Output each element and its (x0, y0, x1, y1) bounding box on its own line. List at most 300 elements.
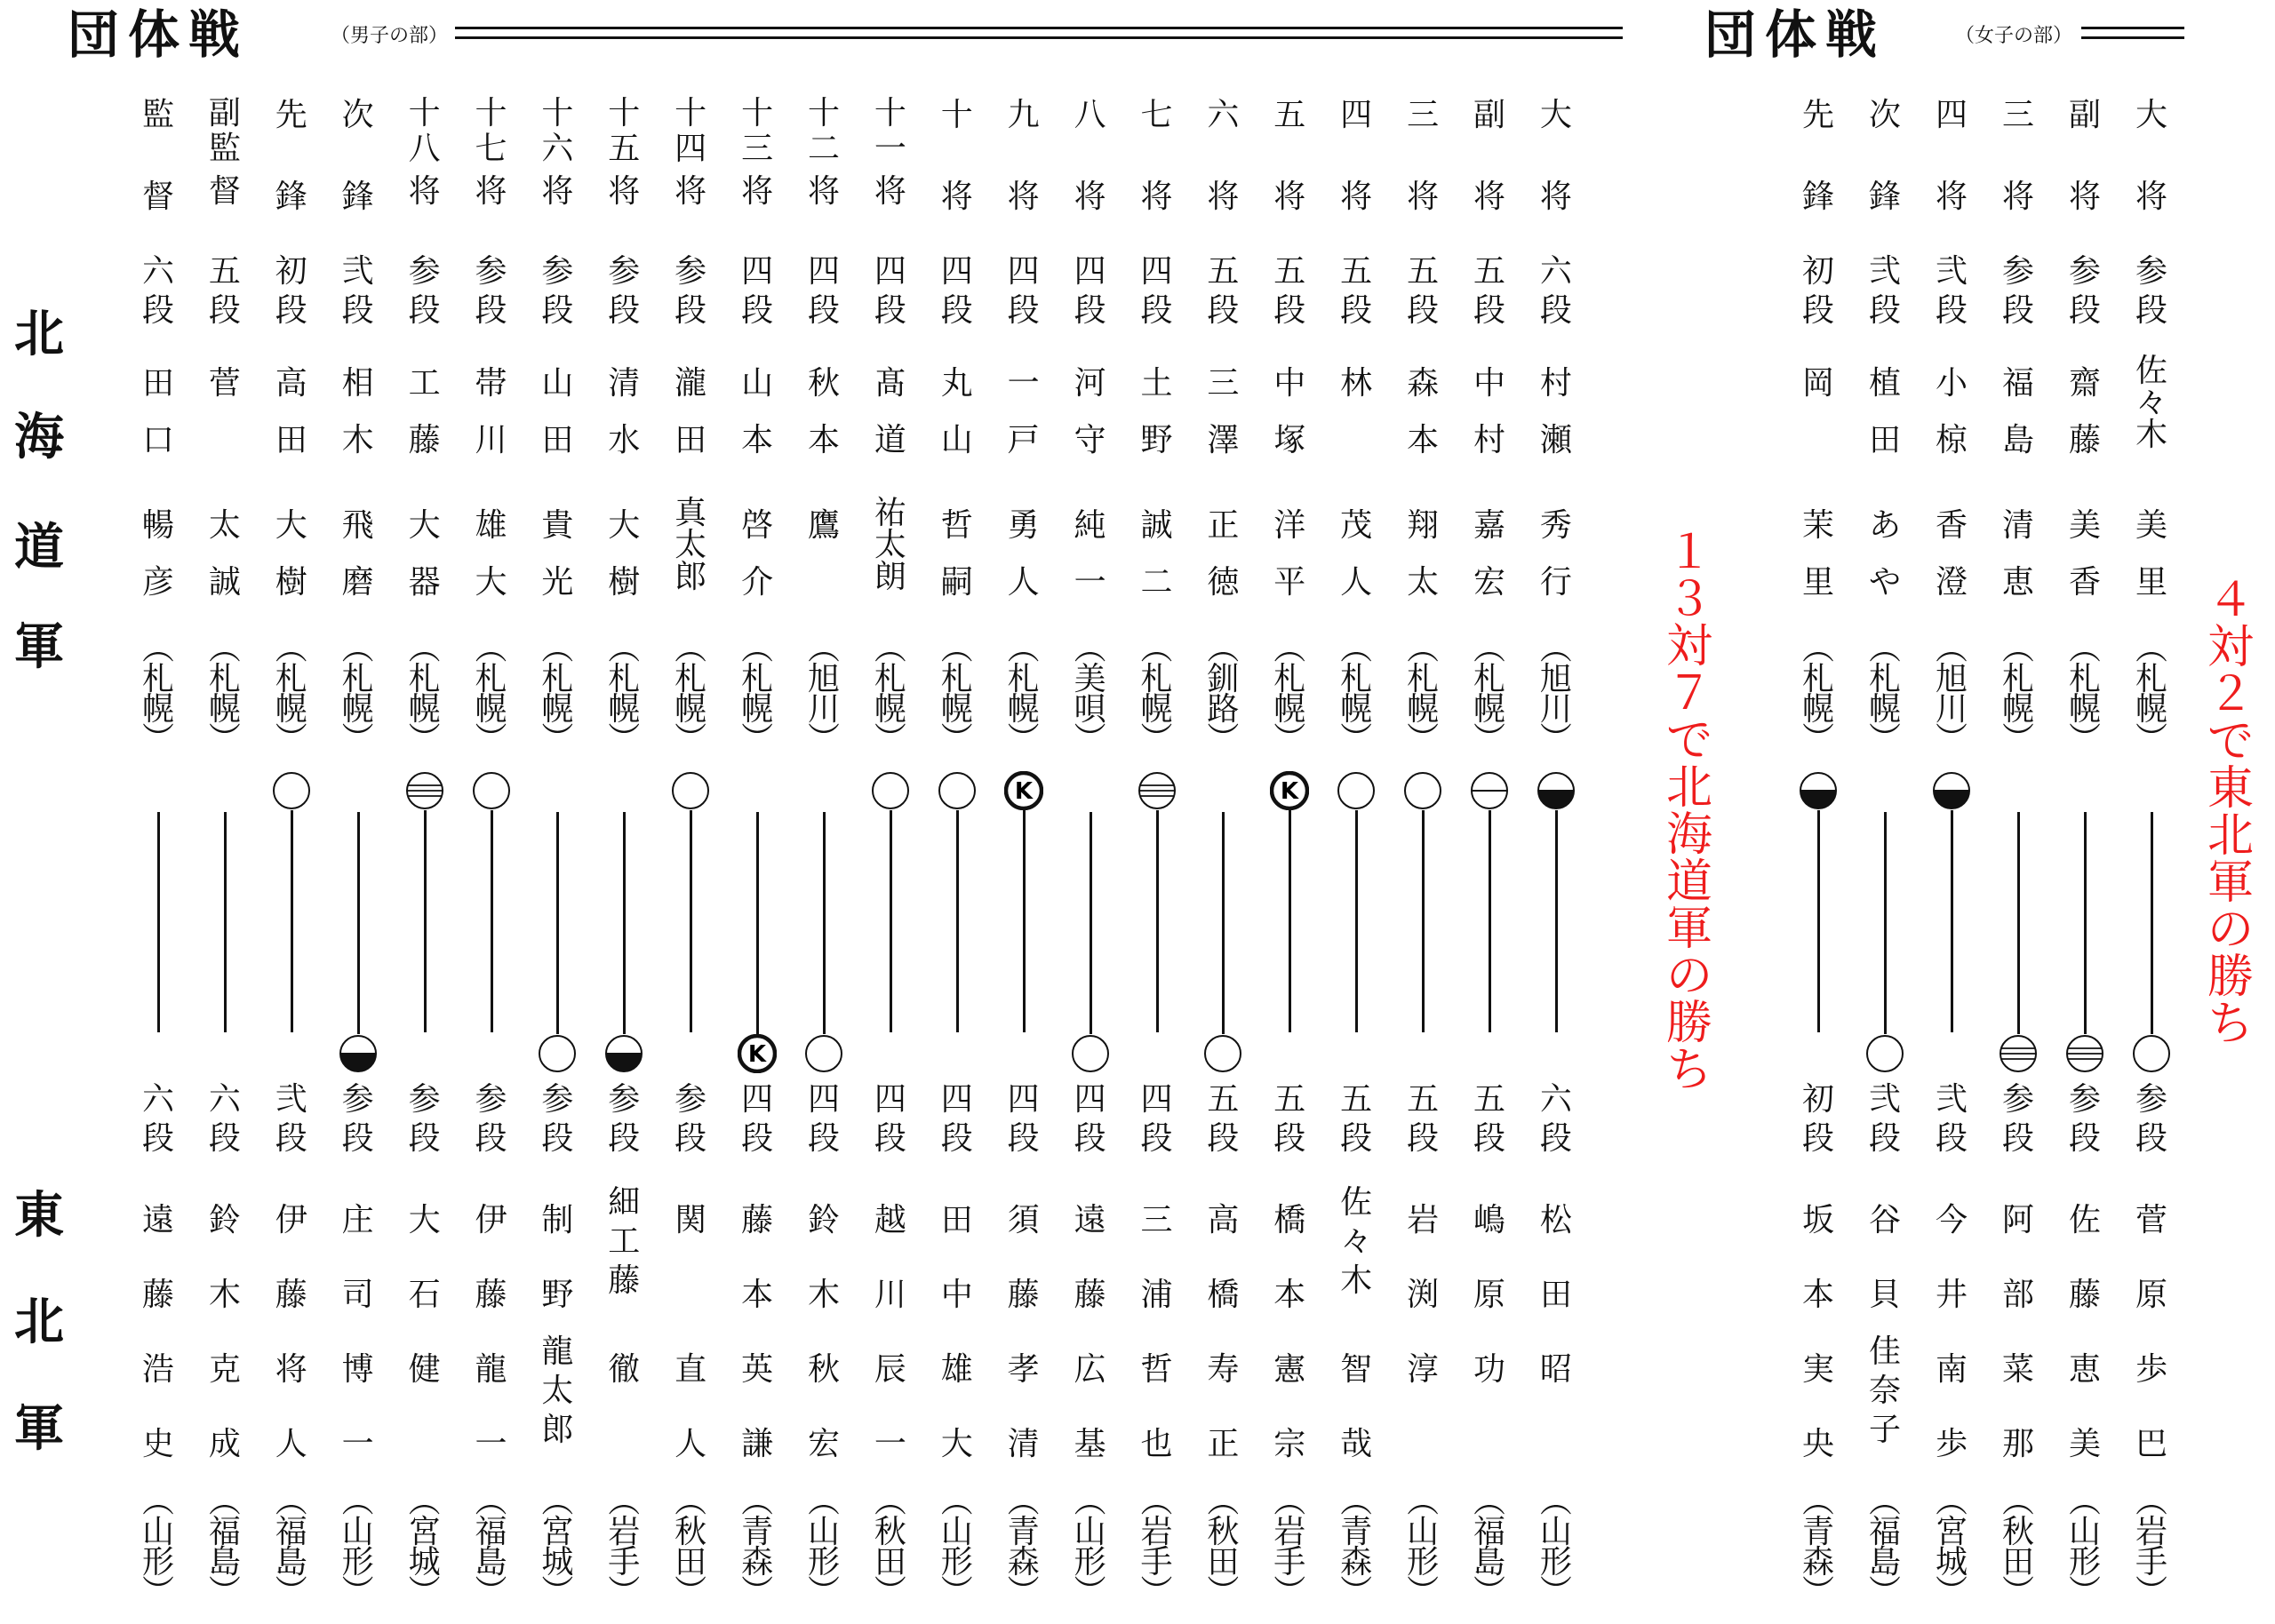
position-label: 十 将 (940, 97, 973, 215)
hokkaido-prefecture: ︵ 札 幌 ︶ (1868, 631, 1901, 758)
hokkaido-win-mark-icon (1403, 771, 1442, 810)
hokkaido-prefecture: ︵ 札 幌 ︶ (1273, 631, 1306, 758)
hokkaido-family-name: 齋 藤 (2068, 365, 2101, 458)
hokkaido-family-name: 岡 (1801, 365, 1834, 402)
tohoku-family-name: 遠 藤 (1074, 1202, 1106, 1313)
hokkaido-prefecture: ︵ 札 幌 ︶ (2068, 631, 2101, 758)
hokkaido-family-name: 佐 々 木 (2135, 353, 2167, 453)
team-tohoku-char-1: 東 (14, 1186, 64, 1245)
position-label: 五 将 (1273, 97, 1306, 215)
hokkaido-rank: 五 段 (1273, 253, 1306, 329)
hokkaido-prefecture: ︵ 旭 川 ︶ (1935, 631, 1968, 758)
men-result-char: の (1665, 950, 1712, 1004)
hokkaido-draw-mark-icon (405, 771, 444, 810)
tohoku-rank: 五 段 (1207, 1081, 1240, 1157)
bout-connector-line (1090, 812, 1092, 1034)
hokkaido-prefecture: ︵ 札 幌 ︶ (741, 631, 774, 758)
tohoku-rank: 参 段 (675, 1081, 707, 1157)
tohoku-given-name: 徹 (608, 1351, 641, 1388)
hokkaido-rank: 五 段 (1407, 253, 1440, 329)
hokkaido-family-name: 相 木 (341, 365, 374, 458)
tohoku-prefecture: ︵ 福 島 ︶ (275, 1484, 307, 1611)
tohoku-prefecture: ︵ 宮 城 ︶ (541, 1484, 574, 1611)
hokkaido-given-name: 洋 平 (1273, 507, 1306, 601)
hokkaido-rank: 弐 段 (1868, 253, 1901, 329)
hokkaido-prefecture: ︵ 札 幌 ︶ (1801, 631, 1834, 758)
tohoku-rank: 四 段 (1140, 1081, 1173, 1157)
women-result-char: 北 (2207, 809, 2254, 864)
tohoku-prefecture: ︵ 秋 田 ︶ (675, 1484, 707, 1611)
tohoku-rank: 五 段 (1340, 1081, 1373, 1157)
hokkaido-prefecture: ︵ 釧 路 ︶ (1207, 631, 1240, 758)
tohoku-given-name: 博 一 (341, 1351, 374, 1462)
hokkaido-family-name: 帯 川 (475, 365, 507, 458)
tohoku-given-name: 龍 一 (475, 1351, 507, 1462)
hokkaido-given-name: 茂 人 (1340, 507, 1373, 601)
hokkaido-rank: 初 段 (275, 253, 307, 329)
tohoku-prefecture: ︵ 福 島 ︶ (1473, 1484, 1505, 1611)
hokkaido-prefecture: ︵ 札 幌 ︶ (1007, 631, 1040, 758)
hokkaido-rank: 参 段 (2001, 253, 2034, 329)
tohoku-rank: 弐 段 (1868, 1081, 1901, 1157)
women-result-char: ２ (2207, 668, 2254, 722)
tohoku-given-name: 浩 史 (141, 1351, 174, 1462)
bout-connector-line (491, 810, 493, 1032)
tohoku-given-name: 功 (1473, 1351, 1505, 1388)
hokkaido-given-name: 貴 光 (541, 507, 574, 601)
bout-connector-line (157, 812, 160, 1032)
women-result-char: の (2207, 904, 2254, 958)
tohoku-win-mark-icon (1865, 1034, 1904, 1073)
tohoku-draw-mark-icon (1999, 1034, 2038, 1073)
tohoku-rank: 四 段 (807, 1081, 840, 1157)
hokkaido-given-name: 雄 大 (475, 507, 507, 601)
hokkaido-rank: 四 段 (874, 253, 906, 329)
hokkaido-family-name: 森 本 (1407, 365, 1440, 458)
women-subtitle: （女子の部） (1955, 25, 2073, 47)
hokkaido-prefecture: ︵ 札 幌 ︶ (275, 631, 307, 758)
tohoku-rank: 参 段 (541, 1081, 574, 1157)
tohoku-rank: 参 段 (341, 1081, 374, 1157)
women-result-char: 勝 (2207, 951, 2254, 1005)
hokkaido-win-mark-icon (938, 771, 977, 810)
women-title-rule (2081, 27, 2184, 39)
men-result-char: で (1665, 714, 1712, 768)
tohoku-given-name: 実 央 (1801, 1351, 1834, 1462)
team-tohoku-char-2: 北 (14, 1293, 64, 1351)
tohoku-rank: 四 段 (741, 1081, 774, 1157)
men-title: 団体戦 (68, 4, 250, 65)
hokkaido-rank: 参 段 (541, 253, 574, 329)
bout-connector-line (357, 812, 360, 1034)
hokkaido-prefecture: ︵ 札 幌 ︶ (2001, 631, 2034, 758)
position-label: 十 五 将 (608, 95, 641, 210)
hokkaido-prefecture: ︵ 札 幌 ︶ (1473, 631, 1505, 758)
hokkaido-prefecture: ︵ 旭 川 ︶ (1539, 631, 1572, 758)
hokkaido-prefecture: ︵ 札 幌 ︶ (1340, 631, 1373, 758)
hokkaido-prefecture: ︵ 旭 川 ︶ (807, 631, 840, 758)
tohoku-given-name: 英 謙 (741, 1351, 774, 1462)
tohoku-given-name: 憲 宗 (1273, 1351, 1306, 1462)
hokkaido-rank: 六 段 (141, 253, 174, 329)
hokkaido-prefecture: ︵ 札 幌 ︶ (1407, 631, 1440, 758)
tohoku-prefecture: ︵ 山 形 ︶ (341, 1484, 374, 1611)
hokkaido-given-name: 茉 里 (1801, 507, 1834, 601)
hokkaido-win-mark-icon (671, 771, 710, 810)
team-hokkaido-char-1: 北 (14, 305, 64, 363)
tohoku-given-name: 恵 美 (2068, 1351, 2101, 1462)
hokkaido-rank: 五 段 (208, 253, 241, 329)
bout-connector-line (2017, 812, 2020, 1034)
tohoku-given-name: 辰 一 (874, 1351, 906, 1462)
hokkaido-prefecture: ︵ 札 幌 ︶ (874, 631, 906, 758)
hokkaido-rank: 弐 段 (341, 253, 374, 329)
tohoku-prefecture: ︵ 山 形 ︶ (940, 1484, 973, 1611)
team-hokkaido-char-4: 軍 (14, 617, 64, 676)
hokkaido-given-name: 嘉 宏 (1473, 507, 1505, 601)
tohoku-prefecture: ︵ 山 形 ︶ (1074, 1484, 1106, 1611)
position-label: 大 将 (2135, 97, 2167, 215)
hokkaido-given-name: 清 恵 (2001, 507, 2034, 601)
position-label: 三 将 (2001, 97, 2034, 215)
position-label: 七 将 (1140, 97, 1173, 215)
women-result-char: 対 (2207, 621, 2254, 675)
hokkaido-given-name: 太 誠 (208, 507, 241, 601)
tohoku-win-mark-icon (804, 1034, 843, 1073)
tohoku-prefecture: ︵ 秋 田 ︶ (874, 1484, 906, 1611)
hokkaido-rank: 四 段 (741, 253, 774, 329)
tohoku-prefecture: ︵ 福 島 ︶ (1868, 1484, 1901, 1611)
men-result-char: 海 (1665, 808, 1712, 863)
bout-connector-line (224, 812, 227, 1032)
hokkaido-family-name: 植 田 (1868, 365, 1901, 458)
position-label: 十 六 将 (541, 95, 574, 210)
tohoku-family-name: 三 浦 (1140, 1202, 1173, 1313)
men-result-char: 勝 (1665, 997, 1712, 1051)
bout-connector-line (1289, 810, 1291, 1032)
hokkaido-given-name: 正 徳 (1207, 507, 1240, 601)
women-result-char: 東 (2207, 762, 2254, 816)
men-title-rule (455, 27, 1623, 39)
hokkaido-prefecture: ︵ 札 幌 ︶ (608, 631, 641, 758)
bout-connector-line (2151, 812, 2153, 1034)
hokkaido-family-name: 福 島 (2001, 365, 2034, 458)
position-label: 先 鋒 (275, 97, 307, 215)
hokkaido-line-mark-icon (1470, 771, 1509, 810)
tohoku-win-mark-icon (2132, 1034, 2171, 1073)
hokkaido-prefecture: ︵ 札 幌 ︶ (940, 631, 973, 758)
men-result-char: １ (1665, 526, 1712, 579)
tohoku-given-name: 雄 大 (940, 1351, 973, 1462)
tohoku-family-name: 大 石 (408, 1202, 441, 1313)
bout-connector-line (1555, 810, 1558, 1032)
hokkaido-family-name: 中 塚 (1273, 365, 1306, 458)
position-label: 先 鋒 (1801, 97, 1834, 215)
hokkaido-family-name: 山 本 (741, 365, 774, 458)
hokkaido-prefecture: ︵ 札 幌 ︶ (208, 631, 241, 758)
svg-text:K: K (748, 1041, 767, 1068)
hokkaido-given-name: 飛 磨 (341, 507, 374, 601)
bout-connector-line (756, 812, 759, 1034)
tohoku-rank: 五 段 (1273, 1081, 1306, 1157)
tohoku-prefecture: ︵ 青 森 ︶ (1340, 1484, 1373, 1611)
hokkaido-family-name: 瀧 田 (675, 365, 707, 458)
position-label: 次 鋒 (1868, 97, 1901, 215)
hokkaido-prefecture: ︵ 札 幌 ︶ (141, 631, 174, 758)
tohoku-rank: 四 段 (1007, 1081, 1040, 1157)
position-label: 十 七 将 (475, 95, 507, 210)
hokkaido-given-name: 真 太 郎 (675, 495, 707, 595)
tohoku-family-name: 坂 本 (1801, 1202, 1834, 1313)
hokkaido-family-name: 村 瀬 (1539, 365, 1572, 458)
tohoku-prefecture: ︵ 秋 田 ︶ (1207, 1484, 1240, 1611)
hokkaido-family-name: 土 野 (1140, 365, 1173, 458)
hokkaido-prefecture: ︵ 札 幌 ︶ (1140, 631, 1173, 758)
hokkaido-rank: 参 段 (2068, 253, 2101, 329)
women-result-char: ち (2207, 998, 2254, 1052)
tohoku-rank: 四 段 (940, 1081, 973, 1157)
team-hokkaido-char-2: 海 (14, 408, 64, 466)
hokkaido-given-name: 翔 太 (1407, 507, 1440, 601)
hokkaido-rank: 初 段 (1801, 253, 1834, 329)
tohoku-given-name: 直 人 (675, 1351, 707, 1462)
tohoku-given-name: 秋 宏 (807, 1351, 840, 1462)
hokkaido-family-name: 清 水 (608, 365, 641, 458)
tohoku-given-name: 智 哉 (1340, 1351, 1373, 1462)
hokkaido-prefecture: ︵ 札 幌 ︶ (341, 631, 374, 758)
hokkaido-draw-mark-icon (1138, 771, 1177, 810)
position-label: 十 八 将 (408, 95, 441, 210)
hokkaido-family-name: 髙 道 (874, 365, 906, 458)
tohoku-given-name: 広 基 (1074, 1351, 1106, 1462)
tohoku-prefecture: ︵ 青 森 ︶ (741, 1484, 774, 1611)
hokkaido-rank: 四 段 (1140, 253, 1173, 329)
position-label: 大 将 (1539, 97, 1572, 215)
tohoku-rank: 六 段 (1539, 1081, 1572, 1157)
tohoku-family-name: 今 井 (1935, 1202, 1968, 1313)
tohoku-rank: 参 段 (475, 1081, 507, 1157)
hokkaido-half-filled-mark-icon (1932, 771, 1971, 810)
bout-connector-line (890, 810, 892, 1032)
tohoku-family-name: 越 川 (874, 1202, 906, 1313)
hokkaido-win-mark-icon (272, 771, 311, 810)
tohoku-family-name: 谷 貝 (1868, 1202, 1901, 1313)
tohoku-family-name: 佐 藤 (2068, 1202, 2101, 1313)
tohoku-rank: 初 段 (1801, 1081, 1834, 1157)
tohoku-rank: 四 段 (874, 1081, 906, 1157)
tohoku-family-name: 橋 本 (1273, 1202, 1306, 1313)
tohoku-given-name: 健 (408, 1351, 441, 1388)
hokkaido-rank: 四 段 (940, 253, 973, 329)
tohoku-family-name: 細 工 藤 (608, 1184, 641, 1299)
bout-connector-line (1355, 810, 1358, 1032)
hokkaido-prefecture: ︵ 札 幌 ︶ (475, 631, 507, 758)
hokkaido-given-name: 大 器 (408, 507, 441, 601)
tohoku-prefecture: ︵ 宮 城 ︶ (408, 1484, 441, 1611)
hokkaido-rank: 五 段 (1207, 253, 1240, 329)
hokkaido-given-name: 美 香 (2068, 507, 2101, 601)
tohoku-family-name: 菅 原 (2135, 1202, 2167, 1313)
hokkaido-prefecture: ︵ 美 唄 ︶ (1074, 631, 1106, 758)
women-result-char: 軍 (2207, 856, 2254, 911)
men-result-char: 北 (1665, 761, 1712, 816)
tohoku-prefecture: ︵ 山 形 ︶ (1539, 1484, 1572, 1611)
hokkaido-rank: 参 段 (2135, 253, 2167, 329)
bout-connector-line (1489, 810, 1491, 1032)
tohoku-rank: 参 段 (2068, 1081, 2101, 1157)
tohoku-family-name: 伊 藤 (275, 1202, 307, 1313)
hokkaido-given-name: 鷹 (807, 507, 840, 544)
hokkaido-rank: 弐 段 (1935, 253, 1968, 329)
tohoku-family-name: 遠 藤 (141, 1202, 174, 1313)
tohoku-given-name: 孝 清 (1007, 1351, 1040, 1462)
tohoku-prefecture: ︵ 岩 手 ︶ (608, 1484, 641, 1611)
tohoku-given-name: 寿 正 (1207, 1351, 1240, 1462)
hokkaido-family-name: 丸 山 (940, 365, 973, 458)
tohoku-half-filled-mark-icon (604, 1034, 643, 1073)
tohoku-rank: 五 段 (1407, 1081, 1440, 1157)
tohoku-family-name: 阿 部 (2001, 1202, 2034, 1313)
women-result-char: で (2207, 715, 2254, 769)
hokkaido-k-mark-icon (1004, 771, 1043, 810)
hokkaido-rank: 参 段 (608, 253, 641, 329)
men-result (1663, 526, 1716, 1098)
bout-connector-line (623, 812, 626, 1034)
hokkaido-given-name: 美 里 (2135, 507, 2167, 601)
tohoku-given-name: 龍 太 郎 (541, 1333, 574, 1448)
women-title: 団体戦 (1704, 4, 1887, 65)
bout-connector-line (424, 810, 427, 1032)
tohoku-rank: 参 段 (2135, 1081, 2167, 1157)
tohoku-rank: 参 段 (408, 1081, 441, 1157)
hokkaido-family-name: 一 戸 (1007, 365, 1040, 458)
tohoku-prefecture: ︵ 岩 手 ︶ (1140, 1484, 1173, 1611)
hokkaido-given-name: 勇 人 (1007, 507, 1040, 601)
tohoku-rank: 五 段 (1473, 1081, 1505, 1157)
tohoku-prefecture: ︵ 山 形 ︶ (1407, 1484, 1440, 1611)
position-label: 八 将 (1074, 97, 1106, 215)
hokkaido-given-name: 大 樹 (608, 507, 641, 601)
hokkaido-prefecture: ︵ 札 幌 ︶ (541, 631, 574, 758)
svg-text:K: K (1014, 778, 1033, 805)
tohoku-rank: 六 段 (141, 1081, 174, 1157)
tohoku-given-name: 淳 (1407, 1351, 1440, 1388)
women-result-char: ４ (2207, 574, 2254, 627)
hokkaido-rank: 五 段 (1340, 253, 1373, 329)
hokkaido-family-name: 田 口 (141, 365, 174, 458)
men-result-char: 軍 (1665, 903, 1712, 957)
position-label: 四 将 (1935, 97, 1968, 215)
tohoku-rank: 弐 段 (275, 1081, 307, 1157)
tohoku-given-name: 歩 巴 (2135, 1351, 2167, 1462)
hokkaido-family-name: 河 守 (1074, 365, 1106, 458)
bout-connector-line (291, 810, 293, 1032)
hokkaido-family-name: 高 田 (275, 365, 307, 458)
tohoku-family-name: 高 橋 (1207, 1202, 1240, 1313)
position-label: 監 督 (141, 97, 174, 215)
tohoku-rank: 弐 段 (1935, 1081, 1968, 1157)
bout-connector-line (556, 812, 559, 1034)
men-result-char: ち (1665, 1044, 1712, 1098)
position-label: 十 四 将 (675, 95, 707, 210)
bout-connector-line (2084, 812, 2087, 1034)
tohoku-family-name: 伊 藤 (475, 1202, 507, 1313)
tohoku-family-name: 岩 渕 (1407, 1202, 1440, 1313)
hokkaido-given-name: 暢 彦 (141, 507, 174, 601)
hokkaido-prefecture: ︵ 札 幌 ︶ (2135, 631, 2167, 758)
tohoku-family-name: 鈴 木 (807, 1202, 840, 1313)
tohoku-prefecture: ︵ 秋 田 ︶ (2001, 1484, 2034, 1611)
men-result-char: 道 (1665, 856, 1712, 910)
hokkaido-family-name: 菅 (208, 365, 241, 402)
men-result-char: ７ (1665, 667, 1712, 721)
position-label: 次 鋒 (341, 97, 374, 215)
hokkaido-family-name: 秋 本 (807, 365, 840, 458)
tohoku-win-mark-icon (1071, 1034, 1110, 1073)
bout-connector-line (1222, 812, 1225, 1034)
tohoku-family-name: 制 野 (541, 1202, 574, 1313)
tohoku-given-name: 佳 奈 子 (1868, 1333, 1901, 1448)
hokkaido-family-name: 山 田 (541, 365, 574, 458)
tohoku-given-name: 将 人 (275, 1351, 307, 1462)
tohoku-prefecture: ︵ 青 森 ︶ (1801, 1484, 1834, 1611)
tohoku-given-name: 南 歩 (1935, 1351, 1968, 1462)
tohoku-rank: 六 段 (208, 1081, 241, 1157)
hokkaido-k-mark-icon (1270, 771, 1309, 810)
tohoku-family-name: 庄 司 (341, 1202, 374, 1313)
tohoku-family-name: 藤 本 (741, 1202, 774, 1313)
hokkaido-given-name: 啓 介 (741, 507, 774, 601)
bout-connector-line (956, 810, 959, 1032)
tohoku-rank: 四 段 (1074, 1081, 1106, 1157)
hokkaido-prefecture: ︵ 札 幌 ︶ (675, 631, 707, 758)
hokkaido-rank: 五 段 (1473, 253, 1505, 329)
tohoku-prefecture: ︵ 福 島 ︶ (475, 1484, 507, 1611)
tohoku-prefecture: ︵ 山 形 ︶ (807, 1484, 840, 1611)
position-label: 四 将 (1340, 97, 1373, 215)
team-hokkaido-char-3: 道 (14, 518, 64, 577)
hokkaido-family-name: 小 椋 (1935, 365, 1968, 458)
bout-connector-line (1817, 810, 1820, 1032)
tohoku-prefecture: ︵ 青 森 ︶ (1007, 1484, 1040, 1611)
tohoku-prefecture: ︵ 福 島 ︶ (208, 1484, 241, 1611)
hokkaido-given-name: 誠 二 (1140, 507, 1173, 601)
tohoku-family-name: 嶋 原 (1473, 1202, 1505, 1313)
men-subtitle: （男子の部） (331, 25, 449, 47)
bout-connector-line (1156, 810, 1159, 1032)
position-label: 十 三 将 (741, 95, 774, 210)
hokkaido-rank: 参 段 (675, 253, 707, 329)
hokkaido-given-name: 祐 太 朗 (874, 495, 906, 595)
tohoku-given-name: 哲 也 (1140, 1351, 1173, 1462)
hokkaido-prefecture: ︵ 札 幌 ︶ (408, 631, 441, 758)
tohoku-family-name: 田 中 (940, 1202, 973, 1313)
hokkaido-rank: 四 段 (1074, 253, 1106, 329)
hokkaido-half-filled-mark-icon (1799, 771, 1838, 810)
hokkaido-rank: 四 段 (1007, 253, 1040, 329)
tohoku-win-mark-icon (1203, 1034, 1242, 1073)
bout-connector-line (1884, 812, 1887, 1034)
bout-connector-line (690, 810, 692, 1032)
tohoku-family-name: 須 藤 (1007, 1202, 1040, 1313)
hokkaido-family-name: 工 藤 (408, 365, 441, 458)
svg-text:K: K (1281, 778, 1299, 805)
men-result-char: 対 (1665, 620, 1712, 674)
hokkaido-rank: 四 段 (807, 253, 840, 329)
tohoku-k-mark-icon (738, 1034, 777, 1073)
hokkaido-given-name: 哲 嗣 (940, 507, 973, 601)
hokkaido-half-filled-mark-icon (1537, 771, 1576, 810)
